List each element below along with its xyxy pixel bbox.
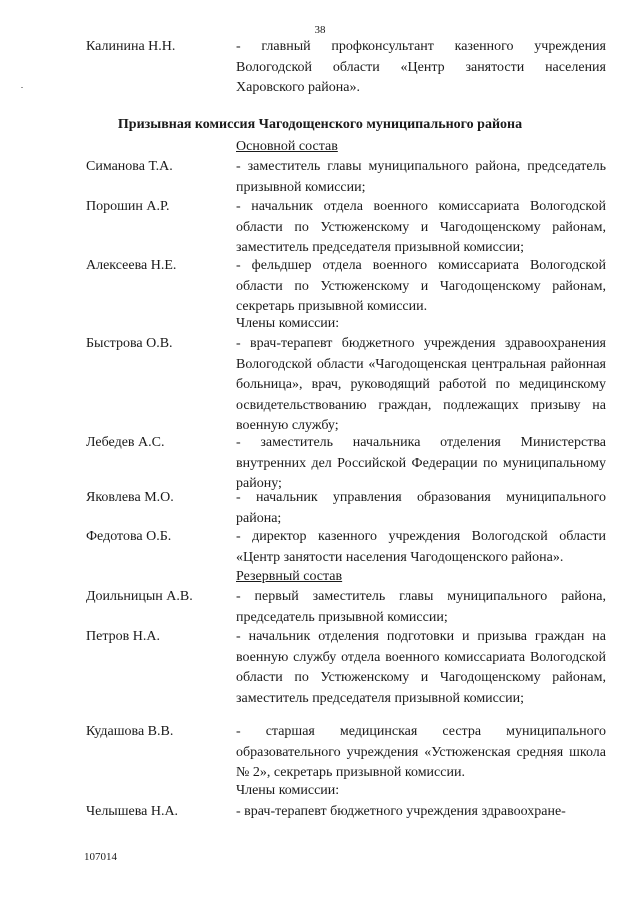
member-role: - начальник отдела военного комиссариата Вологодской области по Устюженскому и Чагодощенскому районам, заместитель председателя призывной комиссии; [236, 199, 606, 256]
member-role: - заместитель главы муниципального района, председатель призывной комиссии; [236, 159, 606, 195]
main-commission-member-2 [86, 433, 606, 495]
member-role: - начальник управления образования муниципального района; [236, 490, 606, 526]
member-name: Порошин А.Р. [86, 199, 170, 214]
reserve-composition-label: Резервный состав [236, 569, 343, 584]
main-composition-label: Основной состав [236, 139, 338, 154]
main-member-2 [86, 197, 606, 259]
main-member-3 [86, 256, 606, 318]
member-name: Федотова О.Б. [86, 529, 172, 544]
member-name: Челышева Н.А. [86, 804, 179, 819]
member-role: - заместитель начальника отделения Министерства внутренних дел Российской Федерации по муниципальному району; [236, 435, 606, 492]
scan-mark [21, 87, 23, 88]
members-label: Члены комиссии: [236, 316, 340, 331]
reserve-commission-member-1 [86, 802, 606, 823]
member-role: - врач-терапевт бюджетного учреждения здравоохране- [236, 804, 566, 819]
member-role: - фельдшер отдела военного комиссариата Вологодской области по Устюженскому и Чагодощенскому районам, секретарь призывной комиссии. [236, 258, 606, 315]
member-name: Петров Н.А. [86, 629, 160, 644]
member-name: Калинина Н.Н. [86, 39, 176, 54]
main-commission-member-3 [86, 488, 606, 529]
member-name: Доильницын А.В. [86, 589, 193, 604]
member-name: Алексеева Н.Е. [86, 258, 177, 273]
member-role: - главный профконсультант казенного учреждения Вологодской области «Центр занятости населения Харовского района». [236, 39, 606, 96]
main-member-1 [86, 157, 606, 198]
member-name: Лебедев А.С. [86, 435, 165, 450]
member-name: Симанова Т.А. [86, 159, 173, 174]
main-commission-member-4 [86, 527, 606, 568]
document-code: 107014 [84, 851, 117, 863]
page-number: 38 [314, 24, 326, 36]
reserve-member-3 [86, 722, 606, 784]
member-name: Яковлева М.О. [86, 490, 174, 505]
main-commission-member-1 [86, 334, 606, 437]
member-role: - старшая медицинская сестра муниципального образовательного учреждения «Устюженская средняя школа № 2», секретарь призывной комиссии. [236, 724, 606, 781]
member-role: - директор казенного учреждения Вологодской области «Центр занятости населения Чагодощенского района». [236, 529, 606, 565]
member-role: - врач-терапевт бюджетного учреждения здравоохранения Вологодской области «Чагодощенская центральная районная больница», врач, руководящий работой по медицинскому освидетельствованию граждан, подлежащих призыву на военную службу; [236, 336, 606, 434]
reserve-member-1 [86, 587, 606, 628]
commission-title: Призывная комиссия Чагодощенского муниципального района [117, 117, 523, 132]
member-name: Кудашова В.В. [86, 724, 174, 739]
entry-top [86, 37, 606, 99]
member-name: Быстрова О.В. [86, 336, 173, 351]
member-role: - начальник отделения подготовки и призыва граждан на военную службу отдела военного комиссариата Вологодской области по Устюженскому и Чагодощенскому районам, заместитель председателя призывной комиссии; [236, 629, 606, 706]
member-role: - первый заместитель главы муниципального района, председатель призывной комиссии; [236, 589, 606, 625]
reserve-members-label: Члены комиссии: [236, 783, 340, 798]
reserve-member-2 [86, 627, 606, 709]
